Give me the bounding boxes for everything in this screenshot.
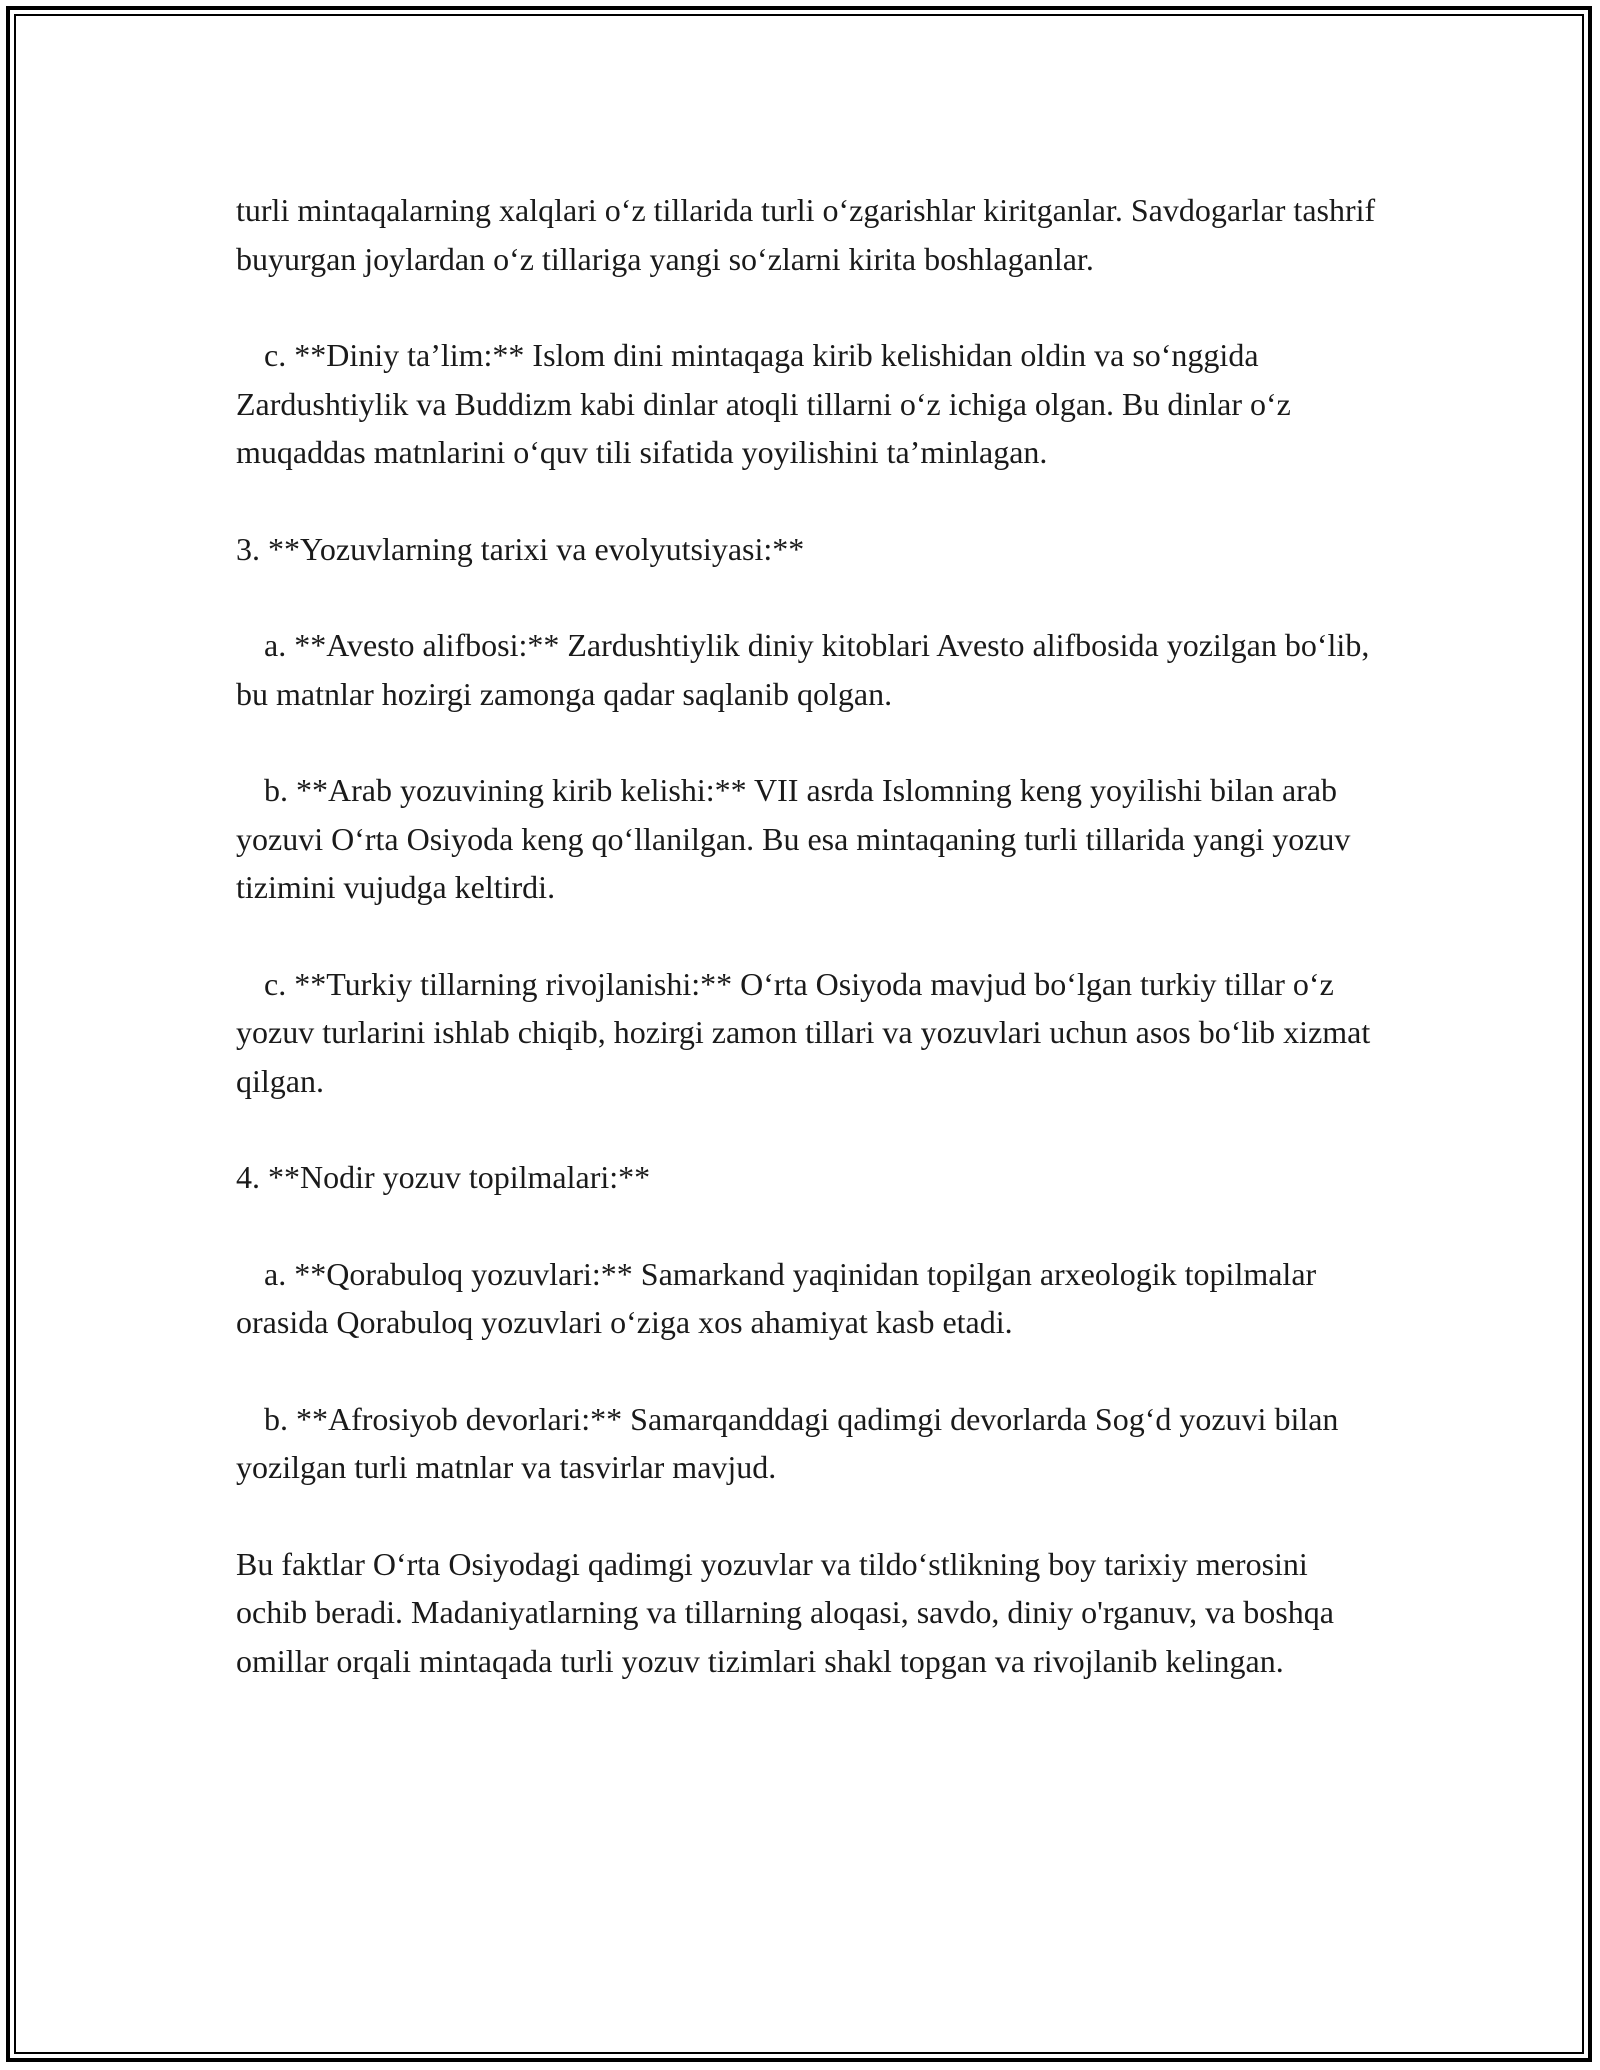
paragraph-turkic-languages: c. **Turkiy tillarning rivojlanishi:** O‘rta Osiyoda mavjud bo‘lgan turkiy tillar o‘z yozuv turlarini ishlab chiqib, hozirgi zamon tillari va yozuvlari uchun asos bo‘lib xizmat qilgan. xyxy=(236,965,1371,1099)
paragraph-religious-education: c. **Diniy ta’lim:** Islom dini mintaqaga kirib kelishidan oldin va so‘nggida Zardushtiylik va Buddizm kabi dinlar atoqli tillarni o‘z ichiga olgan. Bu dinlar o‘z muqaddas matnlarini o‘quv tili sifatida yoyilishini ta’minlagan. xyxy=(236,337,1291,470)
paragraph-qorabuloq-inscriptions: a. **Qorabuloq yozuvlari:** Samarkand yaqinidan topilgan arxeologik topilmalar orasida Qorabuloq yozuvlari o‘ziga xos ahamiyat kasb etadi. xyxy=(236,1255,1317,1340)
section-heading-scripts-history: 3. **Yozuvlarning tarixi va evolyutsiyasi:** xyxy=(236,530,805,567)
paragraph-conclusion: Bu faktlar O‘rta Osiyodagi qadimgi yozuvlar va tildo‘stlikning boy tarixiy merosini ochib beradi. Madaniyatlarning va tillarning aloqasi, savdo, diniy o'rganuv, va boshqa omillar orqali mintaqada turli yozuv tizimlari shakl topgan va rivojlanib kelingan. xyxy=(236,1545,1334,1679)
document-body xyxy=(236,186,1386,1733)
paragraph-avesta-alphabet: a. **Avesto alifbosi:** Zardushtiylik diniy kitoblari Avesto alifbosida yozilgan bo‘lib, bu matnlar hozirgi zamonga qadar saqlanib qolgan. xyxy=(236,627,1370,712)
paragraph-arabic-script: b. **Arab yozuvining kirib kelishi:** VII asrda Islomning keng yoyilishi bilan arab yozuvi O‘rta Osiyoda keng qo‘llanilgan. Bu esa mintaqaning turli tillarida yangi yozuv tizimini vujudga keltirdi. xyxy=(236,772,1351,905)
section-heading-rare-findings: 4. **Nodir yozuv topilmalari:** xyxy=(236,1159,651,1195)
paragraph-continuation: turli mintaqalarning xalqlari o‘z tillarida turli o‘zgarishlar kiritganlar. Savdogarlar tashrif buyurgan joylardan o‘z tillariga yangi so‘zlarni kirita boshlaganlar. xyxy=(236,192,1376,277)
paragraph-afrosiyob-walls: b. **Afrosiyob devorlari:** Samarqanddagi qadimgi devorlarda Sog‘d yozuvi bilan yozilgan turli matnlar va tasvirlar mavjud. xyxy=(236,1400,1339,1485)
